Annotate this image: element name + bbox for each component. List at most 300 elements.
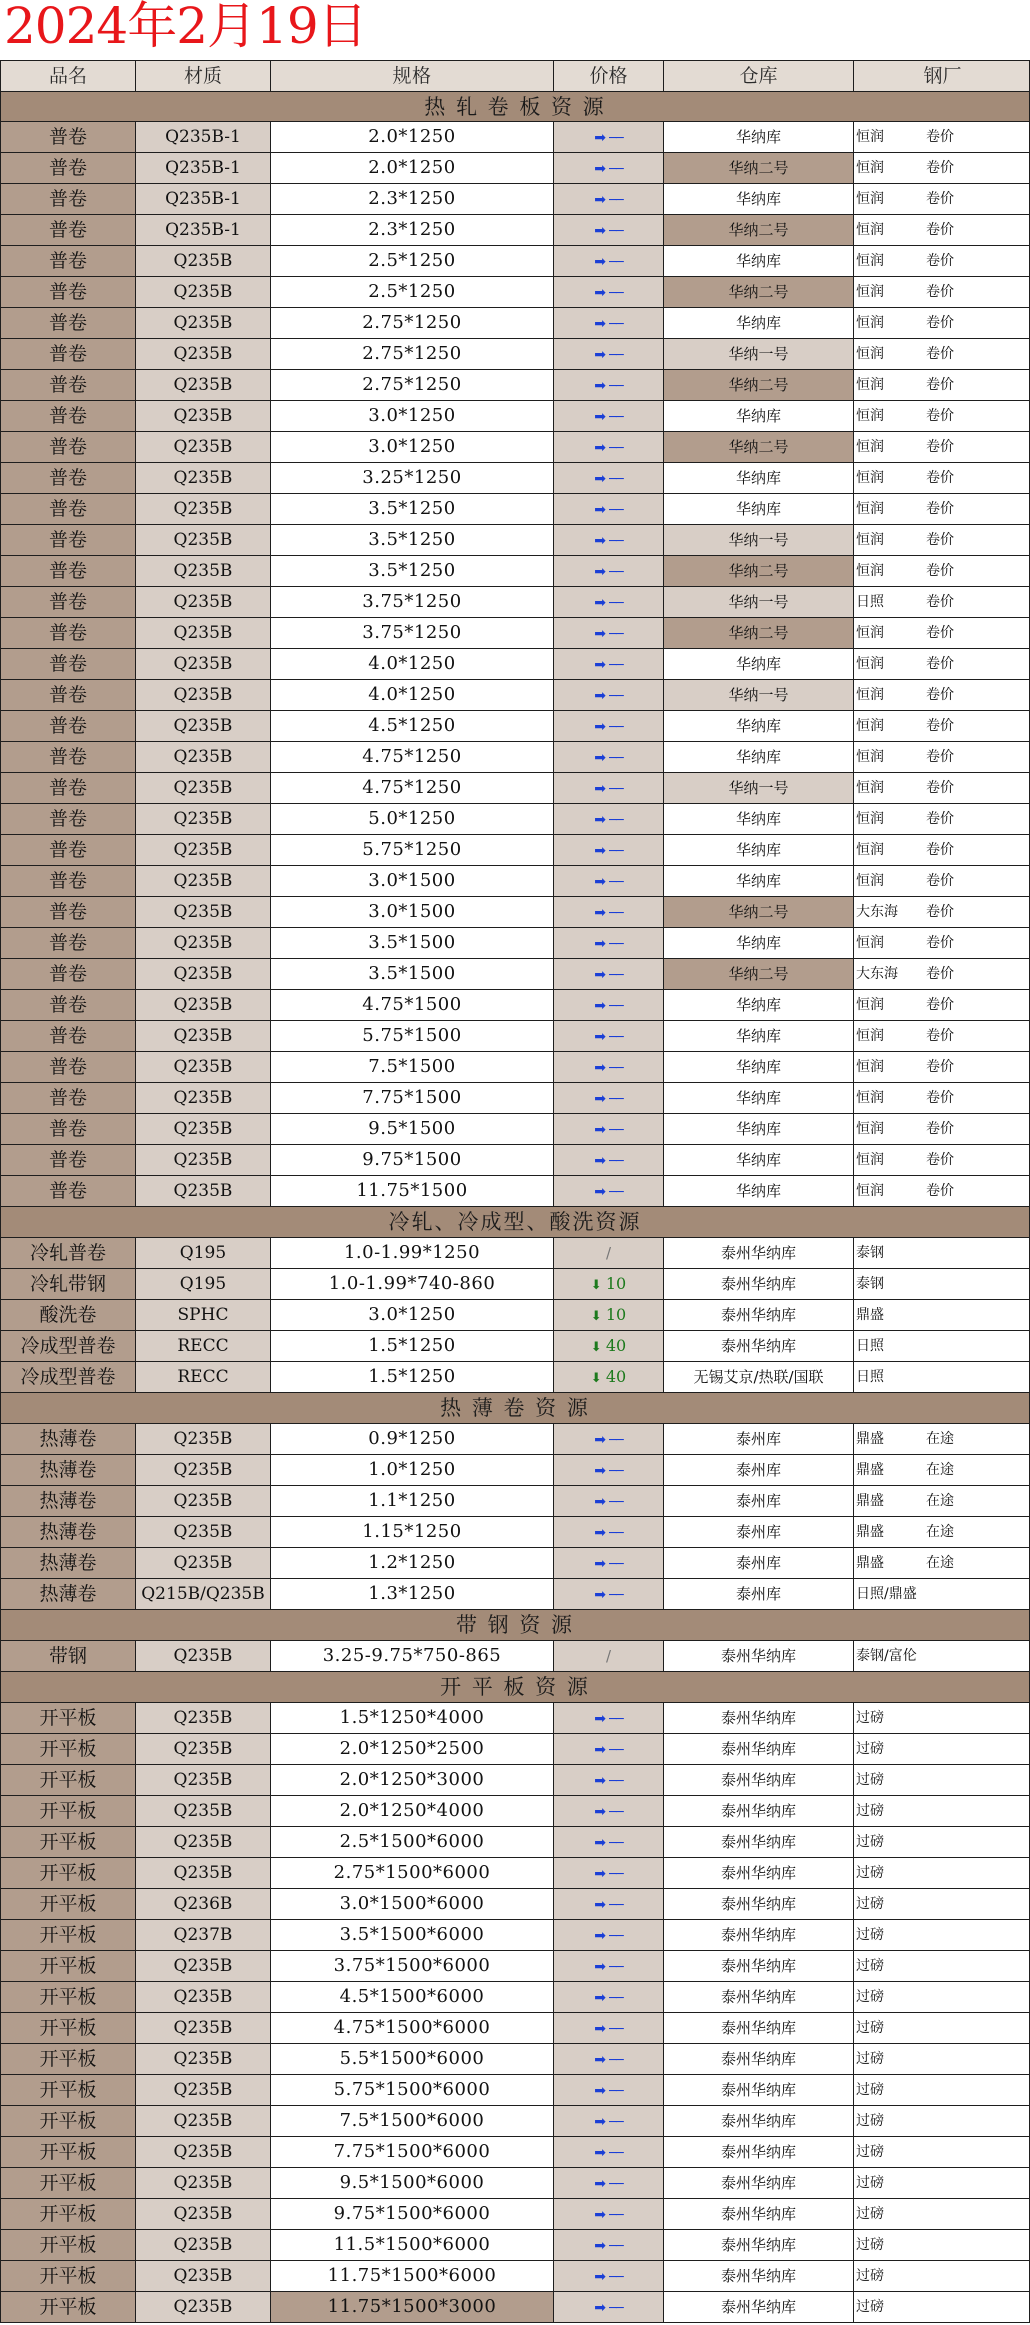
mill-name: 过磅 bbox=[856, 1803, 884, 1819]
mill-name: 过磅 bbox=[856, 2206, 884, 2222]
header-material: 材质 bbox=[135, 61, 270, 91]
mill-name: 恒润 bbox=[856, 191, 884, 207]
table-row bbox=[0, 1083, 1030, 1114]
warehouse-cell: 泰州华纳库 bbox=[663, 2013, 853, 2043]
mill-name: 恒润 bbox=[856, 1090, 884, 1106]
mill-name: 过磅 bbox=[856, 2299, 884, 2315]
arrow-right-icon: ➡ bbox=[594, 502, 606, 518]
product-name-cell: 普卷 bbox=[0, 649, 135, 679]
warehouse-cell: 华纳一号 bbox=[663, 525, 853, 555]
material-cell: Q195 bbox=[135, 1269, 270, 1299]
price-unchanged-dash: ── bbox=[605, 1588, 623, 1603]
table-row bbox=[0, 370, 1030, 401]
table-row bbox=[0, 1145, 1030, 1176]
mill-note: 卷价 bbox=[926, 408, 954, 424]
price-cell bbox=[553, 2106, 663, 2136]
arrow-right-icon: ➡ bbox=[594, 2083, 606, 2099]
material-cell: Q235B bbox=[135, 618, 270, 648]
price-cell bbox=[553, 1982, 663, 2012]
arrow-right-icon: ➡ bbox=[594, 378, 606, 394]
price-cell bbox=[553, 432, 663, 462]
price-cell bbox=[553, 1703, 663, 1733]
arrow-right-icon: ➡ bbox=[594, 967, 606, 983]
section-title: 冷轧、冷成型、酸洗资源 bbox=[0, 1207, 1030, 1237]
material-cell: Q235B bbox=[135, 525, 270, 555]
price-cell bbox=[553, 1827, 663, 1857]
material-cell: Q235B-1 bbox=[135, 184, 270, 214]
warehouse-cell: 华纳二号 bbox=[663, 370, 853, 400]
table-row bbox=[0, 1858, 1030, 1889]
arrow-right-icon: ➡ bbox=[594, 1587, 606, 1603]
mill-name: 恒润 bbox=[856, 749, 884, 765]
product-name-cell: 普卷 bbox=[0, 928, 135, 958]
mill-name: 恒润 bbox=[856, 687, 884, 703]
arrow-right-icon: ➡ bbox=[594, 719, 606, 735]
mill-note: 卷价 bbox=[926, 1183, 954, 1199]
arrow-right-icon: ➡ bbox=[594, 285, 606, 301]
price-cell bbox=[553, 2044, 663, 2074]
product-name-cell: 普卷 bbox=[0, 1145, 135, 1175]
price-unchanged-dash: ── bbox=[605, 813, 623, 828]
table-row bbox=[0, 804, 1030, 835]
price-cell bbox=[553, 153, 663, 183]
mill-cell bbox=[853, 1331, 1030, 1361]
warehouse-cell: 华纳二号 bbox=[663, 556, 853, 586]
price-unchanged-dash: ── bbox=[605, 348, 623, 363]
table-row bbox=[0, 1300, 1030, 1331]
table-row bbox=[0, 1796, 1030, 1827]
price-cell bbox=[553, 1083, 663, 1113]
product-name-cell: 开平板 bbox=[0, 1827, 135, 1857]
price-unchanged-dash: ── bbox=[605, 1185, 623, 1200]
mill-name: 恒润 bbox=[856, 470, 884, 486]
price-unchanged-dash: ── bbox=[605, 1433, 623, 1448]
spec-cell: 2.75*1250 bbox=[270, 339, 553, 369]
material-cell: Q235B bbox=[135, 928, 270, 958]
price-unchanged-dash: ── bbox=[605, 1898, 623, 1913]
mill-name: 鼎盛 bbox=[856, 1431, 884, 1447]
price-cell bbox=[553, 277, 663, 307]
product-name-cell: 普卷 bbox=[0, 122, 135, 152]
mill-name: 恒润 bbox=[856, 1152, 884, 1168]
header-spec: 规格 bbox=[270, 61, 553, 91]
price-unchanged-dash: ── bbox=[605, 968, 623, 983]
price-unchanged-dash: ── bbox=[605, 2301, 623, 2316]
table-row bbox=[0, 308, 1030, 339]
table-row bbox=[0, 1579, 1030, 1610]
warehouse-cell: 华纳库 bbox=[663, 928, 853, 958]
mill-note: 卷价 bbox=[926, 1152, 954, 1168]
spec-cell: 5.75*1250 bbox=[270, 835, 553, 865]
price-cell bbox=[553, 1951, 663, 1981]
warehouse-cell: 泰州华纳库 bbox=[663, 1238, 853, 1268]
mill-note: 卷价 bbox=[926, 1121, 954, 1137]
table-row bbox=[0, 184, 1030, 215]
price-cell bbox=[553, 1858, 663, 1888]
mill-name: 恒润 bbox=[856, 315, 884, 331]
material-cell: Q235B bbox=[135, 2292, 270, 2322]
spec-cell: 1.0*1250 bbox=[270, 1455, 553, 1485]
table-row bbox=[0, 1424, 1030, 1455]
product-name-cell: 普卷 bbox=[0, 463, 135, 493]
price-unchanged-dash: ── bbox=[605, 565, 623, 580]
arrow-right-icon: ➡ bbox=[594, 1711, 606, 1727]
price-unchanged-dash: ── bbox=[605, 1867, 623, 1882]
price-change-value: 40 bbox=[605, 1367, 627, 1386]
spec-cell: 3.0*1250 bbox=[270, 401, 553, 431]
arrow-right-icon: ➡ bbox=[594, 347, 606, 363]
warehouse-cell: 华纳库 bbox=[663, 122, 853, 152]
price-cell bbox=[553, 1238, 663, 1268]
mill-name: 过磅 bbox=[856, 1927, 884, 1943]
table-row bbox=[0, 2044, 1030, 2075]
product-name-cell: 普卷 bbox=[0, 990, 135, 1020]
arrow-right-icon: ➡ bbox=[594, 750, 606, 766]
material-cell: Q235B bbox=[135, 1486, 270, 1516]
price-unchanged-dash: ── bbox=[605, 1836, 623, 1851]
price-cell bbox=[553, 1145, 663, 1175]
mill-cell bbox=[853, 1083, 1030, 1113]
price-unchanged-dash: ── bbox=[605, 2239, 623, 2254]
mill-cell bbox=[853, 308, 1030, 338]
table-row bbox=[0, 246, 1030, 277]
mill-cell bbox=[853, 1951, 1030, 1981]
product-name-cell: 普卷 bbox=[0, 711, 135, 741]
mill-cell bbox=[853, 2261, 1030, 2291]
mill-name: 过磅 bbox=[856, 1772, 884, 1788]
mill-cell bbox=[853, 1765, 1030, 1795]
warehouse-cell: 泰州华纳库 bbox=[663, 2292, 853, 2322]
material-cell: Q235B bbox=[135, 1455, 270, 1485]
price-cell bbox=[553, 1300, 663, 1330]
product-name-cell: 普卷 bbox=[0, 1021, 135, 1051]
table-row bbox=[0, 1734, 1030, 1765]
arrow-right-icon: ➡ bbox=[594, 1959, 606, 1975]
spec-cell: 2.0*1250 bbox=[270, 122, 553, 152]
mill-cell bbox=[853, 1858, 1030, 1888]
product-name-cell: 开平板 bbox=[0, 2168, 135, 2198]
arrow-right-icon: ➡ bbox=[594, 843, 606, 859]
mill-name: 恒润 bbox=[856, 501, 884, 517]
spec-cell: 3.75*1250 bbox=[270, 618, 553, 648]
product-name-cell: 普卷 bbox=[0, 835, 135, 865]
page-title: 2024年2月19日 bbox=[4, 0, 367, 55]
arrow-right-icon: ➡ bbox=[594, 998, 606, 1014]
mill-cell bbox=[853, 2230, 1030, 2260]
material-cell: Q235B bbox=[135, 959, 270, 989]
mill-cell bbox=[853, 1982, 1030, 2012]
table-row bbox=[0, 1889, 1030, 1920]
header-product-name: 品名 bbox=[0, 61, 135, 91]
table-row bbox=[0, 1827, 1030, 1858]
table-row bbox=[0, 2199, 1030, 2230]
product-name-cell: 普卷 bbox=[0, 246, 135, 276]
mill-name: 过磅 bbox=[856, 2051, 884, 2067]
price-cell bbox=[553, 1796, 663, 1826]
arrow-right-icon: ➡ bbox=[594, 595, 606, 611]
material-cell: Q235B bbox=[135, 2137, 270, 2167]
material-cell: SPHC bbox=[135, 1300, 270, 1330]
spec-cell: 1.5*1250 bbox=[270, 1362, 553, 1392]
material-cell: Q235B bbox=[135, 2261, 270, 2291]
mill-note: 卷价 bbox=[926, 935, 954, 951]
mill-note: 卷价 bbox=[926, 1090, 954, 1106]
price-unchanged-dash: ── bbox=[605, 1154, 623, 1169]
price-unchanged-dash: ── bbox=[605, 1991, 623, 2006]
material-cell: Q235B bbox=[135, 1641, 270, 1671]
mill-cell bbox=[853, 2292, 1030, 2322]
warehouse-cell: 华纳库 bbox=[663, 990, 853, 1020]
price-cell bbox=[553, 1641, 663, 1671]
price-change-value: 40 bbox=[605, 1336, 627, 1355]
price-cell bbox=[553, 959, 663, 989]
product-name-cell: 普卷 bbox=[0, 1052, 135, 1082]
arrow-right-icon: ➡ bbox=[594, 1804, 606, 1820]
table-row bbox=[0, 835, 1030, 866]
arrow-right-icon: ➡ bbox=[594, 1897, 606, 1913]
mill-cell bbox=[853, 1052, 1030, 1082]
mill-name: 恒润 bbox=[856, 842, 884, 858]
price-unchanged-dash: ── bbox=[605, 2084, 623, 2099]
mill-cell bbox=[853, 928, 1030, 958]
table-row bbox=[0, 1331, 1030, 1362]
mill-cell bbox=[853, 680, 1030, 710]
spec-cell: 2.75*1500*6000 bbox=[270, 1858, 553, 1888]
table-row bbox=[0, 990, 1030, 1021]
warehouse-cell: 泰州华纳库 bbox=[663, 1982, 853, 2012]
mill-name: 鼎盛 bbox=[856, 1555, 884, 1571]
material-cell: Q235B bbox=[135, 680, 270, 710]
table-row bbox=[0, 587, 1030, 618]
material-cell: Q235B bbox=[135, 1176, 270, 1206]
mill-name: 恒润 bbox=[856, 997, 884, 1013]
table-row bbox=[0, 215, 1030, 246]
arrow-right-icon: ➡ bbox=[594, 1928, 606, 1944]
material-cell: RECC bbox=[135, 1362, 270, 1392]
spec-cell: 4.0*1250 bbox=[270, 680, 553, 710]
price-cell bbox=[553, 2230, 663, 2260]
table-row bbox=[0, 1951, 1030, 1982]
price-unchanged-dash: ── bbox=[605, 1495, 623, 1510]
header-mill: 钢厂 bbox=[853, 61, 1030, 91]
table-row bbox=[0, 2261, 1030, 2292]
price-unchanged-dash: ── bbox=[605, 782, 623, 797]
arrow-down-icon: ⬇ bbox=[590, 1371, 606, 1386]
material-cell: Q235B bbox=[135, 1548, 270, 1578]
mill-cell bbox=[853, 1517, 1030, 1547]
mill-cell bbox=[853, 556, 1030, 586]
warehouse-cell: 泰州华纳库 bbox=[663, 1889, 853, 1919]
table-row bbox=[0, 401, 1030, 432]
spec-cell: 4.75*1500*6000 bbox=[270, 2013, 553, 2043]
material-cell: Q235B bbox=[135, 2106, 270, 2136]
section-header-row bbox=[0, 1393, 1030, 1424]
spec-cell: 3.0*1500 bbox=[270, 866, 553, 896]
mill-cell bbox=[853, 1176, 1030, 1206]
product-name-cell: 普卷 bbox=[0, 556, 135, 586]
product-name-cell: 普卷 bbox=[0, 773, 135, 803]
mill-name: 恒润 bbox=[856, 253, 884, 269]
spec-cell: 5.0*1250 bbox=[270, 804, 553, 834]
warehouse-cell: 华纳二号 bbox=[663, 432, 853, 462]
product-name-cell: 普卷 bbox=[0, 432, 135, 462]
mill-cell bbox=[853, 1300, 1030, 1330]
price-unchanged-dash: ── bbox=[605, 906, 623, 921]
price-unchanged-dash: ── bbox=[605, 937, 623, 952]
warehouse-cell: 泰州华纳库 bbox=[663, 1300, 853, 1330]
section-header-row bbox=[0, 1207, 1030, 1238]
mill-cell bbox=[853, 1486, 1030, 1516]
material-cell: Q235B bbox=[135, 556, 270, 586]
section-header-row bbox=[0, 1610, 1030, 1641]
price-unchanged-dash: ── bbox=[605, 1030, 623, 1045]
product-name-cell: 开平板 bbox=[0, 1951, 135, 1981]
table-header-row bbox=[0, 60, 1030, 91]
spec-cell: 3.25-9.75*750-865 bbox=[270, 1641, 553, 1671]
price-unchanged-dash: ── bbox=[605, 472, 623, 487]
product-name-cell: 开平板 bbox=[0, 1920, 135, 1950]
product-name-cell: 普卷 bbox=[0, 184, 135, 214]
table-row bbox=[0, 525, 1030, 556]
spec-cell: 4.75*1250 bbox=[270, 742, 553, 772]
mill-note: 在途 bbox=[926, 1462, 954, 1478]
warehouse-cell: 华纳二号 bbox=[663, 153, 853, 183]
arrow-right-icon: ➡ bbox=[594, 1122, 606, 1138]
price-cell bbox=[553, 556, 663, 586]
arrow-right-icon: ➡ bbox=[594, 1029, 606, 1045]
product-name-cell: 冷成型普卷 bbox=[0, 1362, 135, 1392]
warehouse-cell: 华纳二号 bbox=[663, 277, 853, 307]
price-unchanged-dash: ── bbox=[605, 317, 623, 332]
warehouse-cell: 泰州华纳库 bbox=[663, 2261, 853, 2291]
spec-cell: 3.0*1250 bbox=[270, 432, 553, 462]
product-name-cell: 热薄卷 bbox=[0, 1455, 135, 1485]
price-cell bbox=[553, 122, 663, 152]
arrow-right-icon: ➡ bbox=[594, 1866, 606, 1882]
price-unchanged-dash: ── bbox=[605, 503, 623, 518]
price-cell bbox=[553, 773, 663, 803]
mill-cell bbox=[853, 432, 1030, 462]
mill-name: 恒润 bbox=[856, 656, 884, 672]
price-unchanged-dash: ── bbox=[605, 689, 623, 704]
price-unchanged-dash: ── bbox=[605, 720, 623, 735]
mill-cell bbox=[853, 2013, 1030, 2043]
mill-cell bbox=[853, 215, 1030, 245]
mill-name: 鼎盛 bbox=[856, 1307, 884, 1323]
mill-cell bbox=[853, 1114, 1030, 1144]
spec-cell: 3.5*1250 bbox=[270, 525, 553, 555]
arrow-right-icon: ➡ bbox=[594, 316, 606, 332]
warehouse-cell: 泰州华纳库 bbox=[663, 2199, 853, 2229]
arrow-right-icon: ➡ bbox=[594, 2207, 606, 2223]
material-cell: Q236B bbox=[135, 1889, 270, 1919]
mill-note: 卷价 bbox=[926, 997, 954, 1013]
material-cell: Q235B bbox=[135, 463, 270, 493]
material-cell: Q235B bbox=[135, 773, 270, 803]
mill-name: 泰钢/富伦 bbox=[856, 1648, 917, 1664]
arrow-right-icon: ➡ bbox=[594, 1525, 606, 1541]
product-name-cell: 开平板 bbox=[0, 2199, 135, 2229]
price-cell bbox=[553, 2137, 663, 2167]
arrow-right-icon: ➡ bbox=[594, 254, 606, 270]
warehouse-cell: 泰州华纳库 bbox=[663, 2106, 853, 2136]
warehouse-cell: 泰州库 bbox=[663, 1548, 853, 1578]
price-unchanged-dash: ── bbox=[605, 844, 623, 859]
mill-name: 过磅 bbox=[856, 2020, 884, 2036]
arrow-right-icon: ➡ bbox=[594, 2145, 606, 2161]
material-cell: Q235B-1 bbox=[135, 215, 270, 245]
price-cell bbox=[553, 680, 663, 710]
mill-cell bbox=[853, 525, 1030, 555]
price-cell bbox=[553, 835, 663, 865]
mill-cell bbox=[853, 1703, 1030, 1733]
table-row bbox=[0, 1486, 1030, 1517]
price-cell bbox=[553, 1021, 663, 1051]
mill-cell bbox=[853, 246, 1030, 276]
price-cell bbox=[553, 2261, 663, 2291]
price-slash: / bbox=[605, 1647, 612, 1665]
mill-name: 恒润 bbox=[856, 873, 884, 889]
product-name-cell: 开平板 bbox=[0, 1796, 135, 1826]
price-cell bbox=[553, 1362, 663, 1392]
warehouse-cell: 华纳二号 bbox=[663, 618, 853, 648]
product-name-cell: 普卷 bbox=[0, 277, 135, 307]
price-unchanged-dash: ── bbox=[605, 441, 623, 456]
arrow-right-icon: ➡ bbox=[594, 1742, 606, 1758]
price-unchanged-dash: ── bbox=[605, 2177, 623, 2192]
section-title: 带 钢 资 源 bbox=[0, 1610, 1030, 1640]
material-cell: Q235B bbox=[135, 1083, 270, 1113]
price-unchanged-dash: ── bbox=[605, 658, 623, 673]
mill-name: 恒润 bbox=[856, 811, 884, 827]
arrow-right-icon: ➡ bbox=[594, 161, 606, 177]
spec-cell: 2.5*1500*6000 bbox=[270, 1827, 553, 1857]
mill-cell bbox=[853, 1920, 1030, 1950]
product-name-cell: 开平板 bbox=[0, 2137, 135, 2167]
mill-name: 过磅 bbox=[856, 2113, 884, 2129]
material-cell: Q235B bbox=[135, 2075, 270, 2105]
mill-note: 卷价 bbox=[926, 253, 954, 269]
material-cell: Q235B bbox=[135, 1703, 270, 1733]
table-row bbox=[0, 866, 1030, 897]
material-cell: Q235B bbox=[135, 1796, 270, 1826]
price-unchanged-dash: ── bbox=[605, 131, 623, 146]
table-row bbox=[0, 1362, 1030, 1393]
material-cell: Q237B bbox=[135, 1920, 270, 1950]
mill-cell bbox=[853, 401, 1030, 431]
product-name-cell: 普卷 bbox=[0, 494, 135, 524]
mill-cell bbox=[853, 835, 1030, 865]
arrow-down-icon: ⬇ bbox=[590, 1278, 606, 1293]
table-row bbox=[0, 1548, 1030, 1579]
arrow-right-icon: ➡ bbox=[594, 471, 606, 487]
material-cell: Q235B bbox=[135, 1827, 270, 1857]
mill-name: 日照 bbox=[856, 1369, 884, 1385]
price-unchanged-dash: ── bbox=[605, 1805, 623, 1820]
spec-cell: 4.75*1250 bbox=[270, 773, 553, 803]
material-cell: Q235B bbox=[135, 308, 270, 338]
arrow-right-icon: ➡ bbox=[594, 2021, 606, 2037]
product-name-cell: 普卷 bbox=[0, 897, 135, 927]
warehouse-cell: 华纳库 bbox=[663, 1114, 853, 1144]
price-unchanged-dash: ── bbox=[605, 751, 623, 766]
material-cell: Q235B bbox=[135, 1765, 270, 1795]
price-cell bbox=[553, 494, 663, 524]
mill-cell bbox=[853, 773, 1030, 803]
arrow-right-icon: ➡ bbox=[594, 1153, 606, 1169]
table-row bbox=[0, 2075, 1030, 2106]
table-row bbox=[0, 1114, 1030, 1145]
